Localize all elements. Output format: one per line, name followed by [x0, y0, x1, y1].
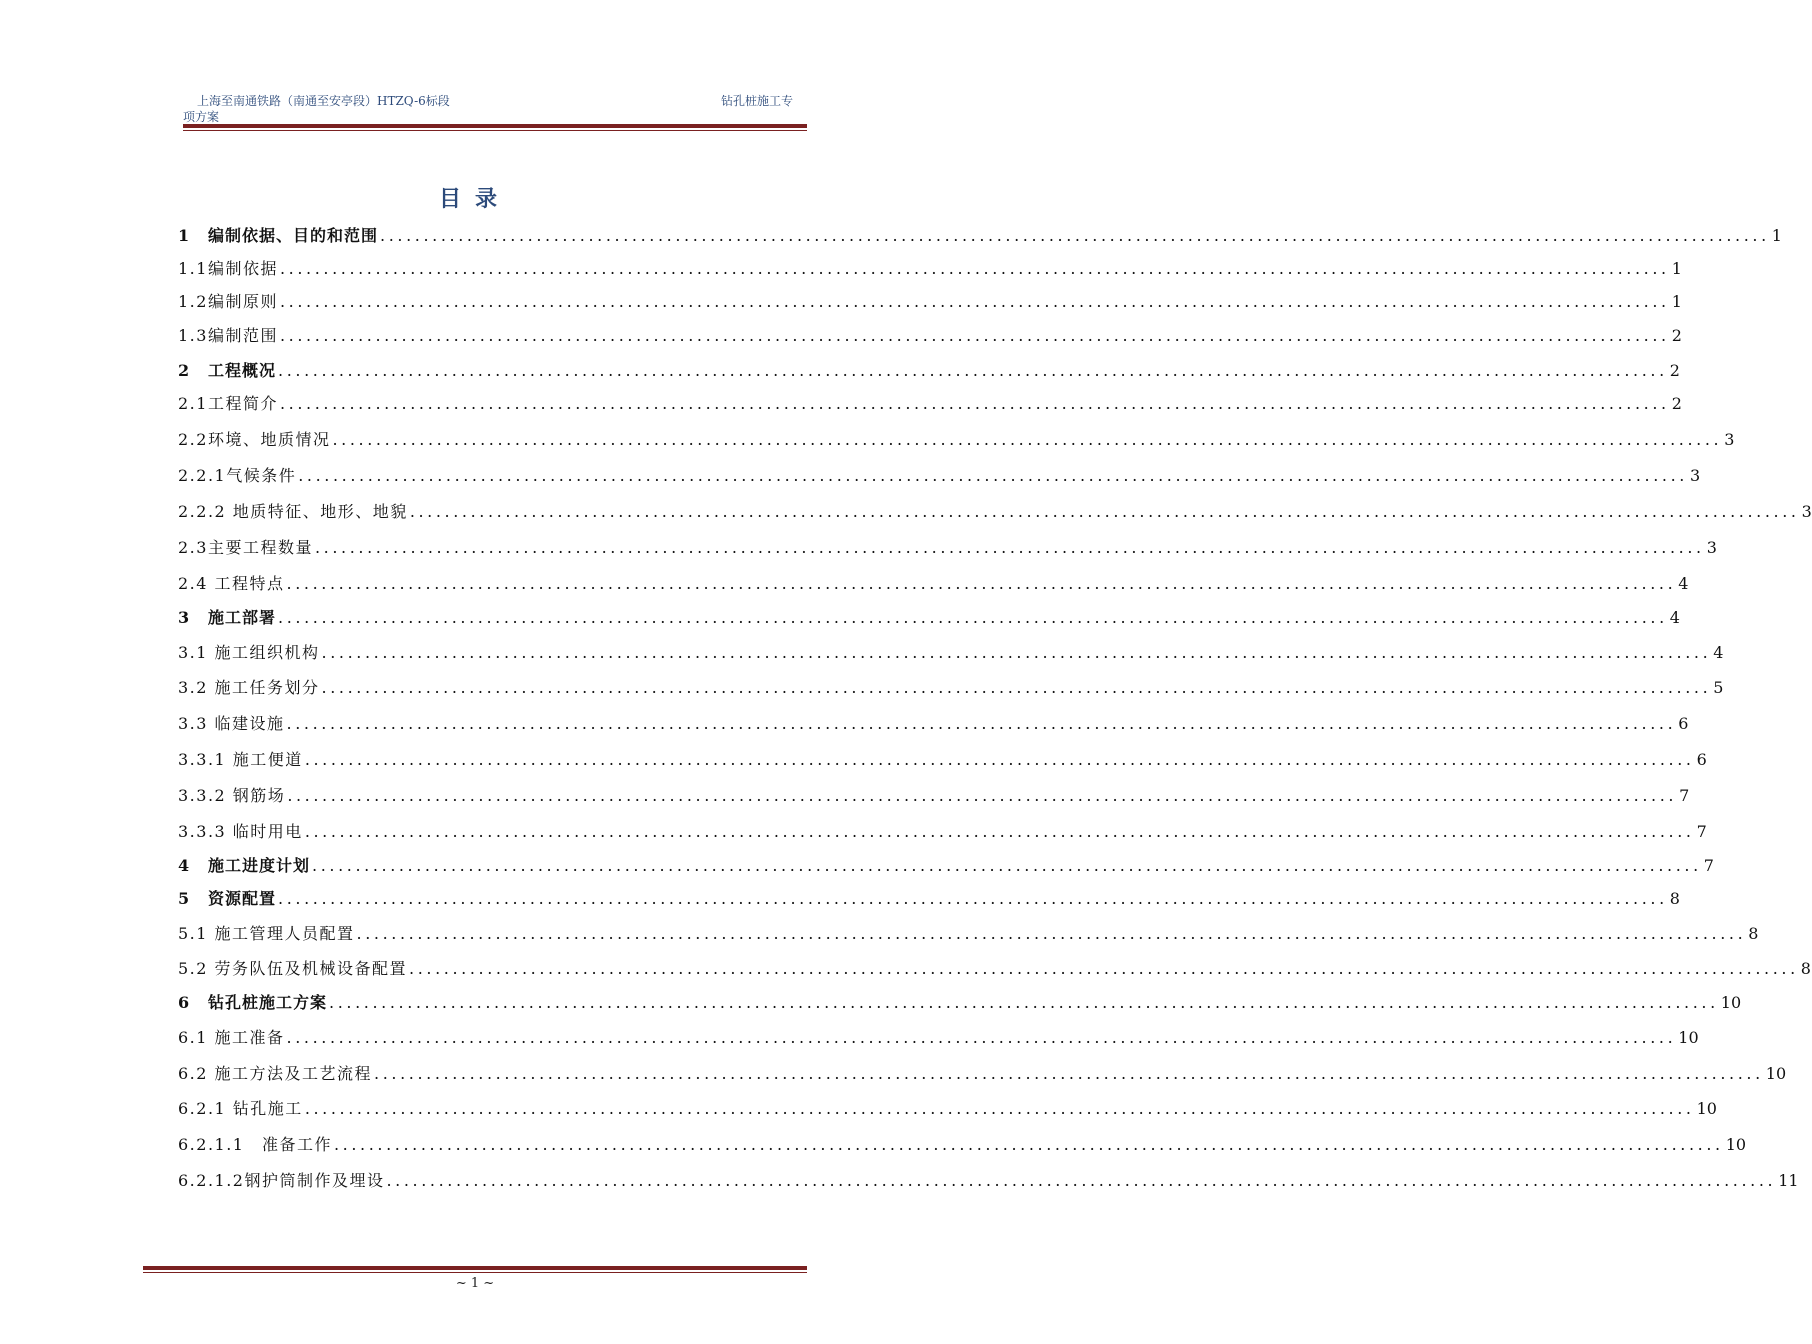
toc-entry-label — [178, 358, 276, 381]
toc-entry[interactable] — [178, 499, 1812, 522]
toc-entry[interactable] — [178, 675, 1724, 698]
toc-entry-page: 10 — [1678, 1028, 1699, 1047]
toc-entry-label — [178, 1096, 303, 1119]
toc-entry-text: 3.1 施工组织机构 — [178, 643, 320, 662]
header-project-title-continued: 项方案 — [183, 110, 220, 124]
toc-entry-page: 6 — [1678, 714, 1689, 733]
toc-entry-page: 7 — [1696, 822, 1707, 841]
toc-dot-leader: ................................................................................................................................................................ — [304, 1099, 1695, 1118]
toc-entry-page: 11 — [1778, 1171, 1799, 1190]
toc-dot-leader: ................................................................................................................................................................ — [409, 959, 1799, 978]
toc-entry[interactable] — [178, 571, 1689, 594]
toc-entry-text: 资源配置 — [208, 889, 277, 908]
toc-entry-number: 3 — [178, 608, 191, 627]
toc-entry[interactable] — [178, 747, 1707, 770]
toc-entry[interactable] — [178, 640, 1724, 663]
toc-entry-text: 2.2.1气候条件 — [178, 466, 297, 485]
toc-entry-page: 4 — [1713, 643, 1724, 662]
toc-dot-leader: ................................................................................................................................................................ — [278, 608, 1668, 627]
toc-entry-page: 7 — [1703, 856, 1714, 875]
toc-entry-text: 施工进度计划 — [208, 856, 311, 875]
toc-entry-text: 3.3.3 临时用电 — [178, 822, 303, 841]
toc-entry[interactable] — [178, 711, 1689, 734]
page-number: ~ 1 ~ — [455, 1276, 495, 1291]
footer-rule-thin — [143, 1272, 807, 1273]
toc-entry-label — [178, 853, 310, 876]
toc-entry-text: 2.1工程简介 — [178, 394, 278, 413]
header-rule-thick — [183, 124, 807, 128]
toc-entry[interactable] — [178, 1025, 1699, 1048]
toc-dot-leader: ................................................................................................................................................................ — [278, 361, 1668, 380]
toc-entry-label — [178, 1132, 332, 1155]
toc-entry-label — [178, 323, 278, 346]
toc-entry-page: 3 — [1724, 430, 1735, 449]
toc-entry-page: 2 — [1669, 361, 1680, 380]
toc-dot-leader: ................................................................................................................................................................ — [287, 786, 1678, 805]
toc-entry-text: 1.1编制依据 — [178, 259, 278, 278]
toc-entry-text: 6.2.1.1 准备工作 — [178, 1135, 332, 1154]
toc-entry-text: 编制依据、目的和范围 — [208, 226, 379, 245]
toc-entry-label — [178, 747, 303, 770]
toc-entry-page: 10 — [1696, 1099, 1717, 1118]
toc-entry-label — [178, 921, 355, 944]
toc-entry-label — [178, 223, 378, 246]
toc-dot-leader: ................................................................................................................................................................ — [332, 430, 1723, 449]
toc-dot-leader: ................................................................................................................................................................ — [279, 259, 1670, 278]
toc-entry[interactable] — [178, 956, 1811, 979]
toc-dot-leader: ................................................................................................................................................................ — [409, 502, 1800, 521]
toc-entry[interactable] — [178, 1168, 1799, 1191]
toc-entry-label — [178, 535, 313, 558]
toc-entry-text: 1.3编制范围 — [178, 326, 278, 345]
toc-entry-text: 6.2.1 钻孔施工 — [178, 1099, 303, 1118]
toc-entry-label — [178, 499, 408, 522]
toc-entry-text: 施工部署 — [208, 608, 277, 627]
toc-entry-page: 2 — [1671, 326, 1682, 345]
toc-entry-page: 10 — [1725, 1135, 1747, 1154]
toc-entry[interactable] — [178, 289, 1682, 312]
toc-entry-number: 6 — [178, 993, 191, 1012]
toc-entry[interactable] — [178, 819, 1707, 842]
toc-entry[interactable] — [178, 256, 1682, 279]
toc-entry-page: 1 — [1671, 259, 1682, 278]
toc-entry-text: 6.2.1.2钢护筒制作及埋设 — [178, 1171, 385, 1190]
toc-entry-page: 4 — [1669, 608, 1680, 627]
toc-entry-text: 3.2 施工任务划分 — [178, 678, 320, 697]
toc-entry-text: 5.1 施工管理人员配置 — [178, 924, 355, 943]
toc-entry-label — [178, 289, 278, 312]
toc-entry[interactable] — [178, 990, 1742, 1013]
toc-entry[interactable] — [178, 463, 1701, 486]
toc-dot-leader: ................................................................................................................................................................ — [333, 1135, 1724, 1154]
toc-entry-page: 8 — [1800, 959, 1811, 978]
toc-entry-label — [178, 1168, 384, 1191]
toc-dot-leader: ................................................................................................................................................................ — [374, 1064, 1764, 1083]
toc-entry-page: 7 — [1679, 786, 1690, 805]
toc-entry[interactable] — [178, 886, 1680, 909]
toc-entry-label — [178, 783, 285, 806]
toc-entry[interactable] — [178, 427, 1735, 450]
toc-entry[interactable] — [178, 853, 1714, 876]
toc-entry-label — [178, 605, 276, 628]
toc-entry-text: 5.2 劳务队伍及机械设备配置 — [178, 959, 408, 978]
toc-entry-page: 6 — [1696, 750, 1707, 769]
toc-entry-page: 1 — [1671, 292, 1682, 311]
toc-entry-text: 3.3.2 钢筋场 — [178, 786, 286, 805]
toc-dot-leader: ................................................................................................................................................................ — [298, 466, 1688, 485]
toc-entry-page: 8 — [1669, 889, 1680, 908]
toc-entry[interactable] — [178, 323, 1682, 346]
toc-entry-label — [178, 819, 303, 842]
toc-dot-leader: ................................................................................................................................................................ — [304, 750, 1695, 769]
toc-entry-text: 3.3.1 施工便道 — [178, 750, 303, 769]
header-document-title: 钻孔桩施工专 — [720, 94, 793, 108]
toc-entry-page: 8 — [1748, 924, 1759, 943]
toc-entry[interactable] — [178, 358, 1680, 381]
toc-entry-page: 10 — [1765, 1064, 1787, 1083]
toc-entry-number: 5 — [178, 889, 191, 908]
toc-dot-leader: ................................................................................................................................................................ — [321, 643, 1712, 662]
toc-dot-leader: ................................................................................................................................................................ — [314, 538, 1705, 557]
toc-entry-page: 1 — [1771, 226, 1782, 245]
toc-entry-text: 2.2.2 地质特征、地形、地貌 — [178, 502, 408, 521]
toc-dot-leader: ................................................................................................................................................................ — [279, 326, 1670, 345]
toc-entry-text: 2.3主要工程数量 — [178, 538, 313, 557]
toc-entry-text: 1.2编制原则 — [178, 292, 278, 311]
toc-entry-text: 6.2 施工方法及工艺流程 — [178, 1064, 373, 1083]
toc-entry-page: 3 — [1801, 502, 1812, 521]
toc-entry[interactable] — [178, 1132, 1747, 1155]
toc-entry-label — [178, 427, 330, 450]
toc-entry-number: 4 — [178, 856, 191, 875]
toc-dot-leader: ................................................................................................................................................................ — [329, 993, 1719, 1012]
toc-entry-text: 2.4 工程特点 — [178, 574, 285, 593]
toc-dot-leader: ................................................................................................................................................................ — [386, 1171, 1777, 1190]
header-project-title: 上海至南通铁路（南通至安亭段）HTZQ-6标段 — [197, 94, 450, 108]
toc-entry[interactable] — [178, 783, 1690, 806]
toc-entry-text: 工程概况 — [208, 361, 277, 380]
toc-dot-leader: ................................................................................................................................................................ — [356, 924, 1747, 943]
toc-entry[interactable] — [178, 1096, 1717, 1119]
toc-dot-leader: ................................................................................................................................................................ — [286, 714, 1677, 733]
toc-entry-page: 10 — [1720, 993, 1742, 1012]
toc-entry-text: 3.3 临建设施 — [178, 714, 285, 733]
toc-dot-leader: ................................................................................................................................................................ — [286, 574, 1677, 593]
toc-dot-leader: ................................................................................................................................................................ — [279, 394, 1670, 413]
toc-entry-label — [178, 956, 407, 979]
toc-entry-label — [178, 1025, 285, 1048]
footer-rule — [143, 1266, 807, 1273]
toc-entry-label — [178, 256, 278, 279]
toc-entry-label — [178, 990, 327, 1013]
toc-entry[interactable] — [178, 1061, 1787, 1084]
toc-entry[interactable] — [178, 921, 1759, 944]
toc-entry-number: 1 — [178, 226, 191, 245]
toc-title: 目录 — [438, 186, 511, 212]
toc-dot-leader: ................................................................................................................................................................ — [312, 856, 1702, 875]
header-rule-thin — [183, 130, 807, 131]
toc-entry-label — [178, 391, 278, 414]
toc-entry-label — [178, 711, 285, 734]
toc-entry-text: 6.1 施工准备 — [178, 1028, 285, 1047]
toc-entry-text: 钻孔桩施工方案 — [208, 993, 328, 1012]
toc-dot-leader: ................................................................................................................................................................ — [304, 822, 1695, 841]
toc-entry-page: 3 — [1689, 466, 1701, 485]
toc-dot-leader: ................................................................................................................................................................ — [278, 889, 1668, 908]
toc-entry-label — [178, 640, 320, 663]
toc-dot-leader: ................................................................................................................................................................ — [286, 1028, 1677, 1047]
toc-entry-page: 4 — [1678, 574, 1689, 593]
footer-rule-thick — [143, 1266, 807, 1270]
toc-entry-page: 5 — [1713, 678, 1724, 697]
toc-entry-page: 2 — [1671, 394, 1682, 413]
toc-entry[interactable] — [178, 605, 1680, 628]
toc-entry[interactable] — [178, 223, 1782, 246]
toc-entry[interactable] — [178, 535, 1717, 558]
toc-dot-leader: ................................................................................................................................................................ — [279, 292, 1670, 311]
toc-entry-number: 2 — [178, 361, 191, 380]
toc-entry-page: 3 — [1706, 538, 1717, 557]
toc-entry-text: 2.2环境、地质情况 — [178, 430, 331, 449]
header-rule — [183, 124, 807, 131]
toc-entry-label — [178, 886, 276, 909]
toc-entry[interactable] — [178, 391, 1682, 414]
toc-dot-leader: ................................................................................................................................................................ — [380, 226, 1770, 245]
toc-entry-label — [178, 571, 285, 594]
toc-dot-leader: ................................................................................................................................................................ — [321, 678, 1712, 697]
toc-entry-label — [178, 463, 296, 486]
toc-entry-label — [178, 675, 320, 698]
toc-entry-label — [178, 1061, 372, 1084]
